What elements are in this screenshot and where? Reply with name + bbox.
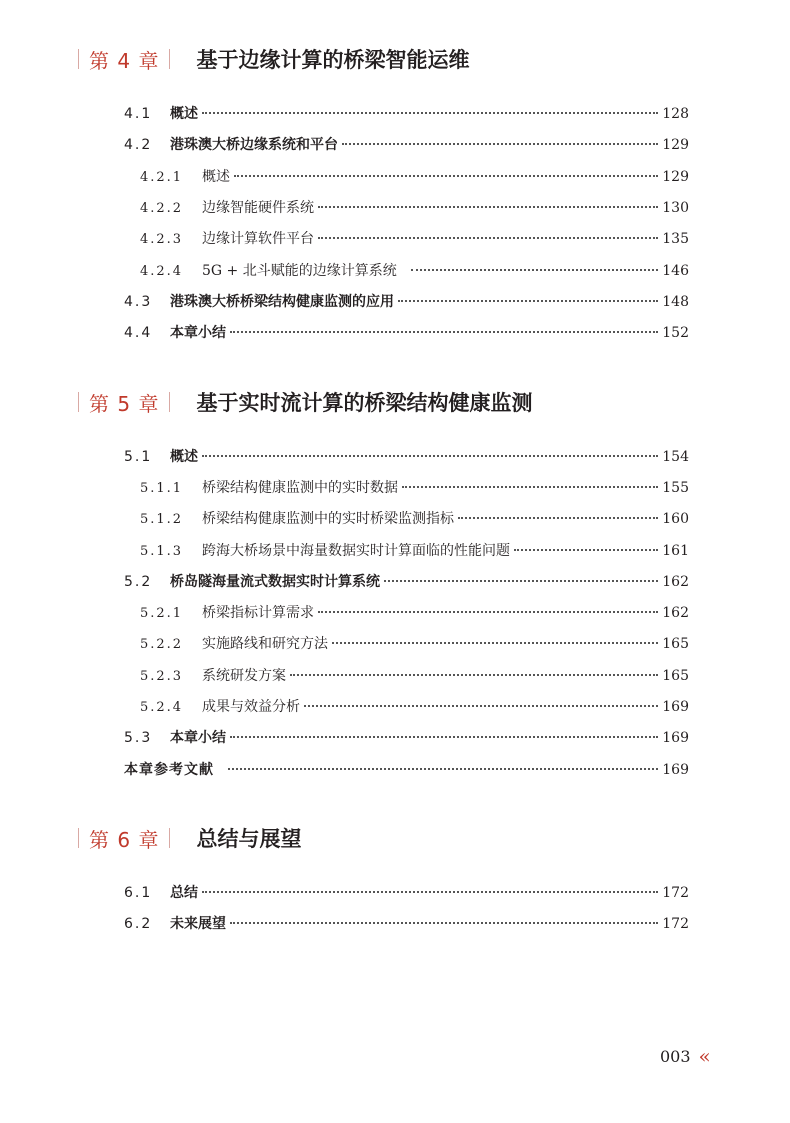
dot-leader [514, 549, 658, 551]
entry-title: 桥梁结构健康监测中的实时数据 [202, 480, 398, 496]
page-number: 003 [660, 1046, 691, 1066]
entry-title: 5G + 北斗赋能的边缘计算系统 [202, 263, 397, 279]
entry-number: 5.2.2 [140, 637, 184, 652]
double-chevron-left-icon: « [698, 1044, 711, 1068]
dot-leader [230, 331, 658, 333]
entry-title: 港珠澳大桥桥梁结构健康监测的应用 [170, 294, 394, 310]
toc-entry[interactable] [140, 477, 689, 499]
entry-title: 未来展望 [170, 916, 226, 932]
chapter-bar-right [169, 828, 170, 848]
chapter-bar-right [169, 49, 170, 69]
entry-number: 4.2.4 [140, 264, 184, 279]
entry-title: 总结 [170, 885, 198, 901]
dot-leader [384, 580, 658, 582]
toc-entry[interactable] [140, 633, 689, 655]
dot-leader [332, 642, 658, 644]
chapter-bar-left [78, 828, 79, 848]
dot-leader [202, 455, 658, 457]
entry-page: 169 [662, 762, 689, 778]
dot-leader [230, 922, 658, 924]
toc-entry[interactable] [140, 540, 689, 562]
chapter-title: 基于实时流计算的桥梁结构健康监测 [196, 390, 533, 415]
entry-number: 5.2.3 [140, 669, 184, 684]
entry-page: 152 [662, 325, 689, 341]
toc-entry[interactable] [140, 665, 689, 687]
entry-page: 155 [662, 480, 689, 496]
toc-entry[interactable] [124, 759, 689, 781]
entry-title: 边缘计算软件平台 [202, 231, 314, 247]
entry-page: 169 [662, 730, 689, 746]
chapter-bar-right [169, 392, 170, 412]
entry-number: 4.2.1 [140, 170, 184, 185]
entry-page: 128 [662, 106, 689, 122]
chapter-heading [78, 42, 469, 76]
entry-page: 172 [662, 916, 689, 932]
entry-number: 6.2 [124, 916, 153, 932]
entry-number: 5.1.3 [140, 544, 184, 559]
toc-entry[interactable] [140, 602, 689, 624]
entry-page: 146 [662, 263, 689, 279]
toc-entry[interactable] [140, 696, 689, 718]
toc-entry[interactable] [140, 197, 689, 219]
entry-number: 5.3 [124, 730, 153, 746]
entry-number: 4.2.2 [140, 201, 184, 216]
entry-page: 161 [662, 543, 689, 559]
chapter-title: 基于边缘计算的桥梁智能运维 [196, 47, 470, 72]
entry-page: 129 [662, 169, 689, 185]
toc-entry[interactable] [124, 291, 689, 313]
entry-page: 160 [662, 511, 689, 527]
entry-title: 概述 [202, 169, 230, 185]
entry-title: 桥梁指标计算需求 [202, 605, 314, 621]
dot-leader [342, 143, 658, 145]
dot-leader [228, 768, 658, 770]
chapter-label: 第 4 章 [89, 48, 160, 73]
chapter-heading [78, 821, 301, 855]
entry-page: 162 [662, 605, 689, 621]
chapter-heading [78, 385, 532, 419]
toc-entry[interactable] [124, 446, 689, 468]
dot-leader [202, 891, 658, 893]
entry-page: 154 [662, 449, 689, 465]
entry-title: 成果与效益分析 [202, 699, 300, 715]
entry-title: 概述 [170, 106, 198, 122]
entry-number: 5.1.2 [140, 512, 184, 527]
entry-title: 桥梁结构健康监测中的实时桥梁监测指标 [202, 511, 454, 527]
toc-entry[interactable] [140, 508, 689, 530]
entry-title: 本章小结 [170, 325, 226, 341]
entry-page: 172 [662, 885, 689, 901]
toc-entry[interactable] [124, 913, 689, 935]
chapter-bar-left [78, 49, 79, 69]
entry-page: 130 [662, 200, 689, 216]
entry-page: 148 [662, 294, 689, 310]
entry-page: 129 [662, 137, 689, 153]
toc-entry[interactable] [124, 103, 689, 125]
entry-title: 系统研发方案 [202, 668, 286, 684]
entry-page: 169 [662, 699, 689, 715]
entry-number: 5.1.1 [140, 481, 184, 496]
entry-number: 4.1 [124, 106, 153, 122]
dot-leader [318, 611, 658, 613]
page-footer [660, 1044, 711, 1068]
entry-number: 5.2.4 [140, 700, 184, 715]
entry-number: 4.2 [124, 137, 153, 153]
chapter-title: 总结与展望 [196, 826, 302, 851]
entry-title: 实施路线和研究方法 [202, 636, 328, 652]
chapter-label: 第 6 章 [89, 827, 160, 852]
chapter-label: 第 5 章 [89, 391, 160, 416]
dot-leader [318, 206, 658, 208]
entry-number: 4.2.3 [140, 232, 184, 247]
dot-leader [230, 736, 658, 738]
dot-leader [202, 112, 658, 114]
entry-page: 165 [662, 668, 689, 684]
toc-entry[interactable] [124, 571, 689, 593]
entry-title: 边缘智能硬件系统 [202, 200, 314, 216]
entry-number: 4.4 [124, 325, 153, 341]
entry-title: 跨海大桥场景中海量数据实时计算面临的性能问题 [202, 543, 510, 559]
entry-page: 162 [662, 574, 689, 590]
dot-leader [402, 486, 658, 488]
entry-number: 4.3 [124, 294, 153, 310]
entry-title: 本章小结 [170, 730, 226, 746]
dot-leader [318, 237, 658, 239]
entry-title: 桥岛隧海量流式数据实时计算系统 [170, 574, 380, 590]
toc-entry[interactable] [140, 260, 689, 282]
entry-page: 165 [662, 636, 689, 652]
dot-leader [290, 674, 658, 676]
entry-title: 概述 [170, 449, 198, 465]
toc-entry[interactable] [124, 134, 689, 156]
entry-page: 135 [662, 231, 689, 247]
entry-number: 5.2.1 [140, 606, 184, 621]
dot-leader [304, 705, 658, 707]
entry-number: 5.2 [124, 574, 153, 590]
toc-entry[interactable] [124, 322, 689, 344]
entry-title: 本章参考文献 [124, 762, 214, 778]
entry-number: 5.1 [124, 449, 153, 465]
entry-title: 港珠澳大桥边缘系统和平台 [170, 137, 338, 153]
dot-leader [458, 517, 658, 519]
dot-leader [411, 269, 659, 271]
toc-entry[interactable] [124, 727, 689, 749]
toc-entry[interactable] [140, 228, 689, 250]
entry-number: 6.1 [124, 885, 153, 901]
dot-leader [234, 175, 658, 177]
chapter-bar-left [78, 392, 79, 412]
toc-entry[interactable] [124, 882, 689, 904]
toc-entry[interactable] [140, 166, 689, 188]
dot-leader [398, 300, 658, 302]
